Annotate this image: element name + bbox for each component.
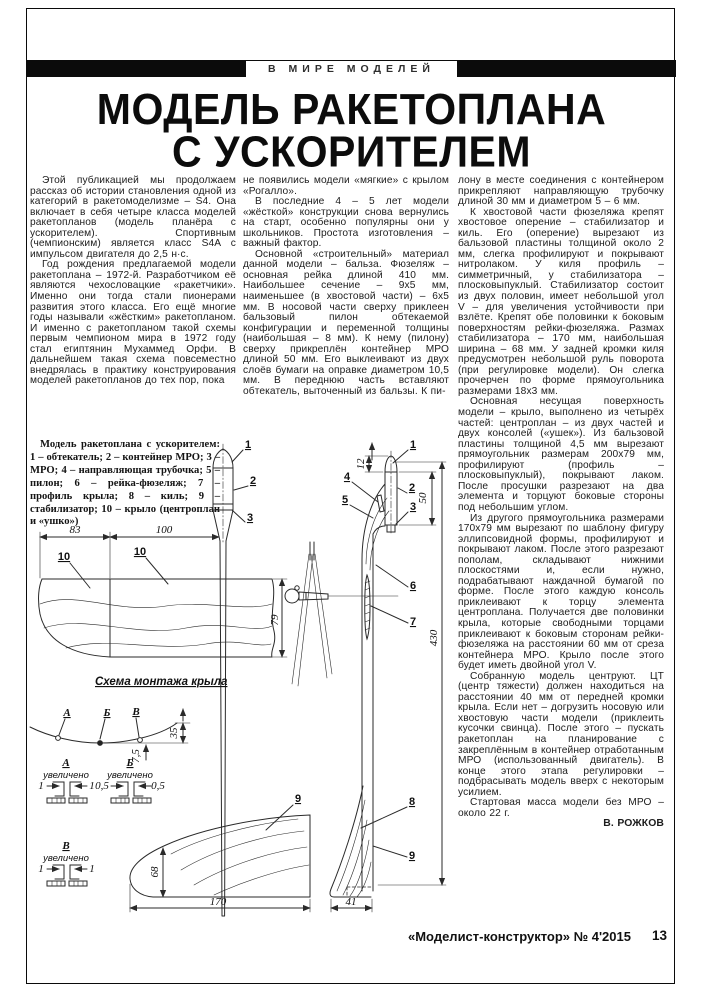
author-byline: В. РОЖКОВ <box>603 818 664 830</box>
paragraph: Год рождения предлагаемой модели ракетоплана – 1972-й. Разработчиком её являются чехословацкие «ракетчики». Именно они тогда стали пионерами развития этого класса. Его ещё многие годы называли «жёстким» ракетопланом. И именно с ракетопланом такой схемы первым чемпионом мира в 1972 году стал египтянин Мухаммед Орфи. В дальнейшем такая схема повсеместно внедрялась в практику конструирования моделей ракетопланов до тех пор, пока <box>30 259 236 387</box>
front-view <box>285 542 398 686</box>
part-callout-2: 2 <box>249 475 257 487</box>
figure-caption-title: Модель ракетоплана с ускорителем: <box>40 439 220 450</box>
technical-drawing <box>26 438 458 938</box>
part-callout-3: 3 <box>246 512 254 524</box>
footer-magazine-issue: «Моделист-конструктор» № 4'2015 <box>408 929 631 944</box>
footer-page-number: 13 <box>651 928 667 943</box>
part-callout-10: 10 <box>133 546 147 558</box>
paragraph: лону в месте соединения с контейнером прикрепляют направляющую трубочку длиной 30 мм и диаметром 5 – 6 мм. <box>458 175 664 208</box>
dim-1: 1 <box>89 863 95 875</box>
paragraph: В последние 4 – 5 лет модели «жёсткой» конструкции снова вернулись на старт, особенно популярны они у школьников. Простота изготовления – важный фактор. <box>243 196 449 250</box>
part-callout-8: 8 <box>408 796 416 808</box>
scheme-title: Схема монтажа крыла <box>95 676 228 688</box>
wing-mounting-scheme <box>30 676 228 763</box>
detail-label-v: В <box>62 840 70 852</box>
part-callout-9: 9 <box>294 793 302 805</box>
dim-79: 79 <box>269 614 281 626</box>
dim-68: 68 <box>149 866 161 878</box>
text-column-right <box>458 176 664 830</box>
dim-1: 1 <box>38 780 44 792</box>
dim-41: 41 <box>345 896 357 908</box>
section-band-label: В МИРЕ МОДЕЛЕЙ <box>246 61 457 77</box>
dim-83: 83 <box>69 524 81 536</box>
paragraph: К хвостовой части фюзеляжа крепят хвостовое оперение – стабилизатор и киль. Его (оперение) вырезают из бальзовой пластины толщиной около 2 мм, слегка профилируют и покрывают нитролаком. У киля профиль – симметричный, у стабилизатора – плосковыпуклый. Стабилизатор состоит из двух половин, имеет небольшой угол V – для увеличения устойчивости при взлёте. Крепят обе половинки к боковым поверхностям рейки-фюзеляжа. Размах стабилизатора – 170 мм, наибольшая ширина – 68 мм. У задней кромки киля предусмотрен небольшой руль поворота (при регулировке модели). Он слегка прочерчен по форме прямоугольника размерами 18х3 мм. <box>458 206 664 397</box>
part-callout-5: 5 <box>341 494 349 506</box>
side-view <box>330 439 446 912</box>
part-callout-9: 9 <box>408 850 416 862</box>
paragraph: не появились модели «мягкие» с крылом «Рогалло». <box>243 175 449 197</box>
dim-0-5: 0,5 <box>95 780 109 792</box>
detail-enlarged-label: увеличено <box>43 853 89 864</box>
part-callout-2: 2 <box>408 482 416 494</box>
dim-35: 35 <box>168 727 180 739</box>
article-title-line2: С УСКОРИТЕЛЕМ <box>171 127 531 176</box>
figure-caption-body: 1 – обтекатель; 2 – контейнер МРО; 3 – МРО; 4 – направляющая трубочка; 5 – пилон; 6 – рейка-фюзеляж; 7 – профиль крыла; 8 – киль; 9 – стабилизатор; 10 – крыло (центроплан и «ушко») <box>30 451 220 528</box>
dim-100: 100 <box>155 524 173 536</box>
section-band <box>27 60 676 77</box>
paragraph: Основной «строительный» материал данной модели – бальза. Фюзеляж – основная рейка длиной 410 мм. Наибольшее сечение – 9х5 мм, наименьшее (в хвостовой части) – 6х5 мм. В носовой части сверху приклеен бальзовый пилон обтекаемой конфигурации и переменной толщины (наибольшая – 8 мм). К нему (пилону) сверху прикреплён контейнер МРО длиной 50 мм. Его выклеивают из двух слоёв бумаги на оправке диаметром 10,5 мм. В переднюю часть вставляют обтекатель, выточенный из бальзы. К пи- <box>243 248 449 397</box>
dim-0-5: 0,5 <box>151 780 165 792</box>
stabilizer-plan-view <box>130 793 310 912</box>
part-callout-7: 7 <box>409 616 417 628</box>
point-label-b: Б <box>103 707 111 719</box>
detail-label-b: Б <box>126 757 134 769</box>
detail-label-a: А <box>62 757 70 769</box>
text-column-left <box>30 176 236 387</box>
point-label-a: А <box>63 707 71 719</box>
dim-170: 170 <box>209 896 227 908</box>
detail-b-enlarged <box>95 757 165 803</box>
article-title-line1: МОДЕЛЬ РАКЕТОПЛАНА <box>96 84 607 134</box>
part-callout-6: 6 <box>409 580 417 592</box>
text-column-middle <box>243 176 449 397</box>
wing-plan-view <box>39 546 287 657</box>
paragraph: Стартовая масса модели без МРО – около 22 г. <box>458 797 664 819</box>
dim-12: 12 <box>355 458 367 470</box>
dim-1: 1 <box>38 863 44 875</box>
paragraph: Из другого прямоугольника размерами 170х79 мм вырезают по шаблону фигуру эллипсовидной формы, профилируют и покрывают лаком. После этого разрезают пополам, складывают нижними плоскостями и, если нужно, подрабатывают наждачной бумагой по форме. После этого каждую консоль приклеивают к торцу элемента центроплана. Получается две половинки крыла, которые свободными торцами приклеивают к боковым сторонам рейки-фюзеляжа на расстоянии 60 мм от среза контейнера МРО. Крыло после этого будет иметь двойной угол V. <box>458 512 664 672</box>
paragraph: Собранную модель центруют. ЦТ (центр тяжести) должен находиться на расстоянии 40 мм от передней кромки крыла. Если нет – догрузить носовую или хвостовую части модели (приклеить кусочки свинца). После этого – пускать ракетоплан на планирование с закреплённым в контейнер отработанным МРО (использованный двигатель). В конце этого этапа регулировки – подбрасывать модель вверх с некоторым усилием. <box>458 670 664 798</box>
part-callout-1: 1 <box>409 439 417 451</box>
part-callout-3: 3 <box>409 501 417 513</box>
paragraph: Этой публикацией мы продолжаем рассказ об истории становления одной из категорий в ракетомоделизме – S4. Она включает в себя четыре класса моделей ракетопланов (модель планёра с ускорителем). Спортивным (чемпионским) является класс S4A с импульсом двигателя до 2,5 н·с. <box>30 175 236 260</box>
part-callout-4: 4 <box>343 471 351 483</box>
dim-1: 1 <box>89 780 95 792</box>
detail-enlarged-label: увеличено <box>43 770 89 781</box>
dim-50: 50 <box>417 492 429 504</box>
dim-430: 430 <box>428 629 440 647</box>
part-callout-1: 1 <box>244 439 252 451</box>
paragraph: Основная несущая поверхность модели – крыло, выполнено из четырёх частей: центроплан – из двух частей и двух консолей («ушек»). Из бальзовой пластины толщиной 4,5 мм вырезают прямоугольник размерам 200х79 мм, профилируют (профиль – плосковыпуклый), покрывают лаком. После просушки разрезают на два элемента и торцуют боковые стороны под небольшим углом. <box>458 396 664 513</box>
detail-enlarged-label: увеличено <box>107 770 153 781</box>
dim-7-5: 7,5 <box>130 749 142 763</box>
article-title <box>0 84 703 176</box>
detail-a-enlarged <box>38 757 95 803</box>
detail-v-enlarged <box>38 840 95 886</box>
part-callout-10: 10 <box>57 551 71 563</box>
point-label-v: В <box>132 706 140 718</box>
